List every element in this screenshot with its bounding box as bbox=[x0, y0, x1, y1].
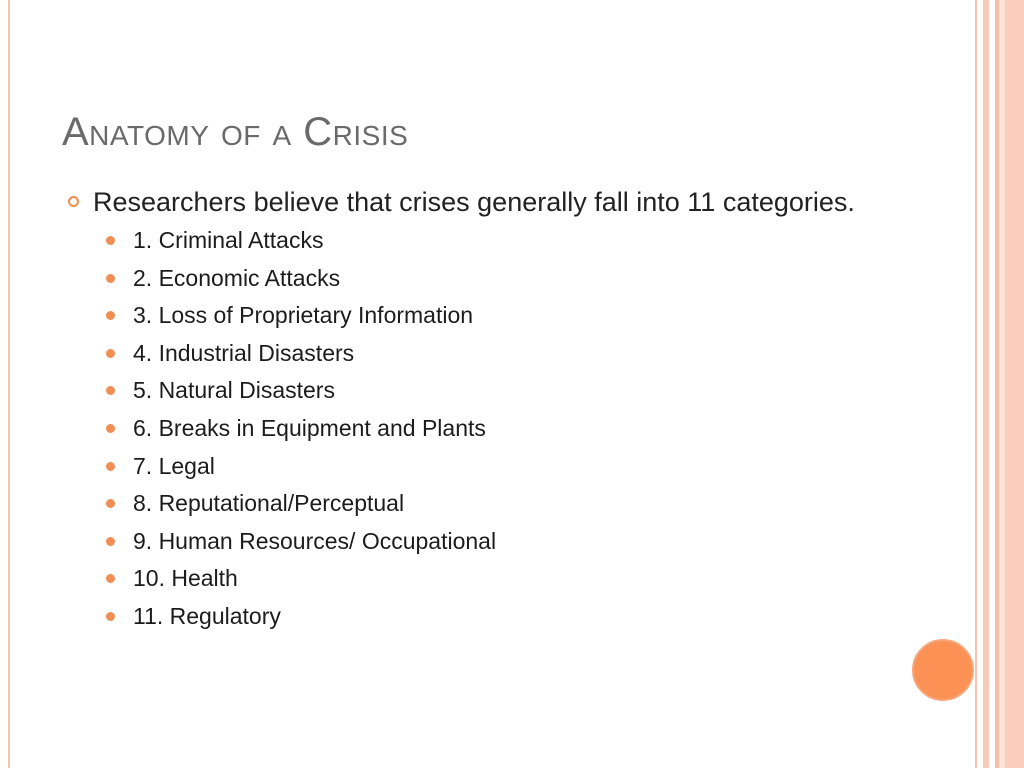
list-item bbox=[68, 523, 898, 561]
list-item-text: 5. Natural Disasters bbox=[133, 377, 335, 404]
dot-bullet-icon bbox=[106, 462, 115, 471]
list-item bbox=[68, 372, 898, 410]
list-item-text: 1. Criminal Attacks bbox=[133, 227, 324, 253]
list-item-text: 7. Legal bbox=[133, 452, 215, 479]
slide-body bbox=[68, 184, 898, 636]
ring-bullet-icon bbox=[68, 196, 79, 207]
main-bullet bbox=[68, 184, 898, 220]
dot-bullet-icon bbox=[106, 236, 115, 245]
list-item-text: 11. Regulatory bbox=[133, 602, 281, 629]
decorative-circle bbox=[912, 639, 974, 701]
list-item bbox=[68, 560, 898, 598]
list-item-text: 9. Human Resources/ Occupational bbox=[133, 527, 497, 554]
list-item bbox=[68, 448, 898, 486]
dot-bullet-icon bbox=[106, 537, 115, 546]
list-item-text: 4. Industrial Disasters bbox=[133, 339, 355, 366]
dot-bullet-icon bbox=[106, 424, 115, 433]
slide-title: Anatomy of a Crisis bbox=[62, 110, 409, 154]
list-item-text: 6. Breaks in Equipment and Plants bbox=[133, 414, 486, 441]
list-item bbox=[68, 222, 898, 260]
category-list bbox=[68, 222, 898, 636]
dot-bullet-icon bbox=[106, 499, 115, 508]
list-item-text: 8. Reputational/Perceptual bbox=[133, 490, 405, 517]
list-item bbox=[68, 335, 898, 373]
dot-bullet-icon bbox=[106, 311, 115, 320]
dot-bullet-icon bbox=[106, 274, 115, 283]
list-item bbox=[68, 598, 898, 636]
dot-bullet-icon bbox=[106, 574, 115, 583]
right-stripe bbox=[975, 0, 977, 768]
left-frame-line bbox=[8, 0, 10, 768]
list-item-text: 10. Health bbox=[133, 565, 238, 592]
list-item bbox=[68, 485, 898, 523]
main-bullet-text: Researchers believe that crises generally fall into 11 categories. bbox=[93, 187, 855, 217]
list-item bbox=[68, 297, 898, 335]
dot-bullet-icon bbox=[106, 386, 115, 395]
list-item bbox=[68, 260, 898, 298]
dot-bullet-icon bbox=[106, 612, 115, 621]
dot-bullet-icon bbox=[106, 349, 115, 358]
list-item-text: 2. Economic Attacks bbox=[133, 264, 341, 291]
list-item bbox=[68, 410, 898, 448]
right-stripe bbox=[1005, 0, 1024, 768]
list-item-text: 3. Loss of Proprietary Information bbox=[133, 302, 474, 329]
